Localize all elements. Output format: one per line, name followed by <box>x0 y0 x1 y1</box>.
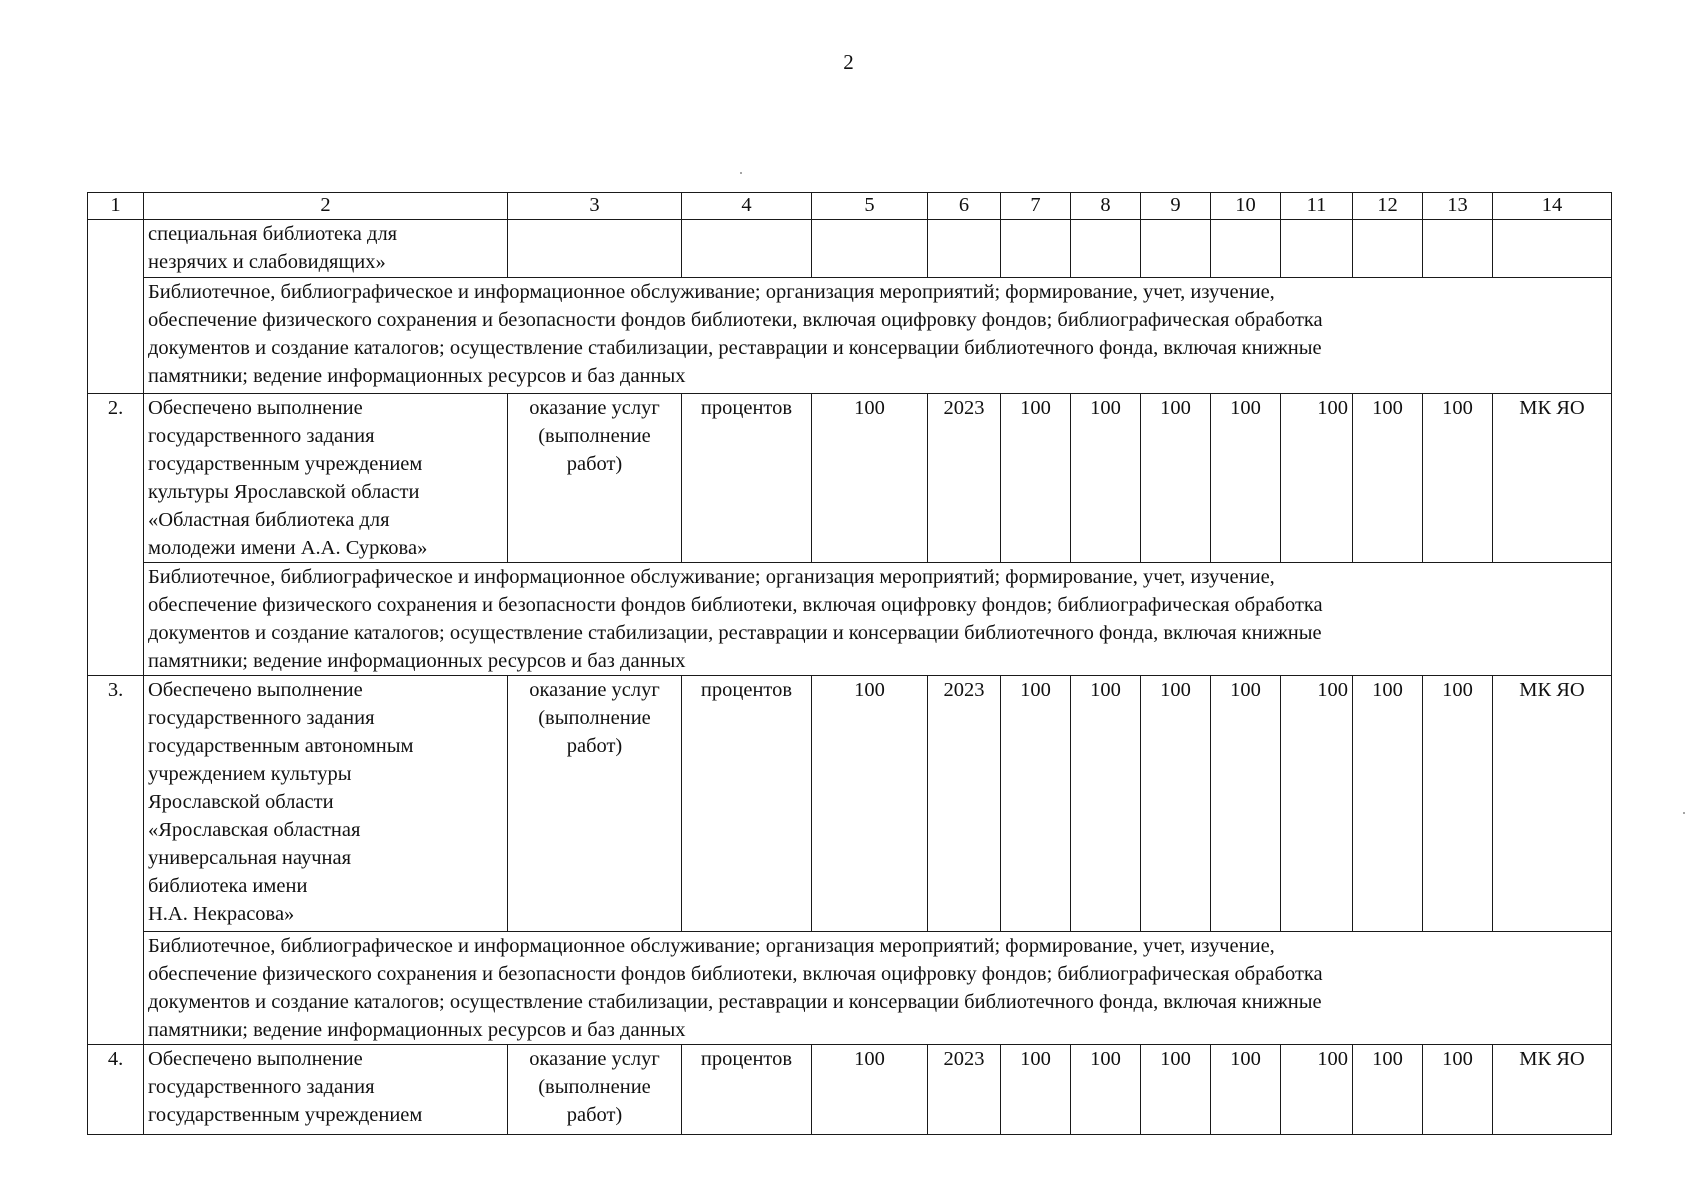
desc-line: Библиотечное, библиографическое и информационное обслуживание; организация мероприятий; формирование, учет, изучение, <box>148 935 1275 957</box>
header-cell: 4 <box>682 193 812 220</box>
target-value: 100 <box>1423 1045 1493 1135</box>
empty-cell <box>1281 220 1353 278</box>
table-row <box>88 394 1612 563</box>
name-line: государственным учреждением <box>148 453 423 475</box>
name-line: незрячих и слабовидящих» <box>148 251 386 273</box>
responsible: МК ЯО <box>1493 394 1612 563</box>
description-row <box>88 563 1612 676</box>
item-name <box>144 394 508 563</box>
header-cell: 14 <box>1493 193 1612 220</box>
desc-line: обеспечение физического сохранения и безопасности фондов библиотеки, включая оцифровку фондов; библиографическая обработка <box>148 309 1323 331</box>
base-value: 100 <box>812 394 928 563</box>
header-cell: 9 <box>1141 193 1211 220</box>
name-line: Н.А. Некрасова» <box>148 903 295 925</box>
row-number <box>88 220 144 394</box>
target-value: 100 <box>1141 1045 1211 1135</box>
indicator-type <box>508 394 682 563</box>
base-year: 2023 <box>928 676 1001 932</box>
type-line: оказание услуг <box>529 397 660 419</box>
header-cell: 2 <box>144 193 508 220</box>
header-cell: 6 <box>928 193 1001 220</box>
table-row <box>88 220 1612 278</box>
target-value: 100 <box>1001 394 1071 563</box>
row-number: 4. <box>88 1045 144 1135</box>
base-value: 100 <box>812 1045 928 1135</box>
desc-line: документов и создание каталогов; осуществление стабилизации, реставрации и консервации библиотечного фонда, включая книжные <box>148 991 1322 1013</box>
row-number: 3. <box>88 676 144 1045</box>
target-value: 100 <box>1141 394 1211 563</box>
empty-cell <box>1001 220 1071 278</box>
targets-table <box>87 192 1612 1135</box>
responsible: МК ЯО <box>1493 1045 1612 1135</box>
name-line: учреждением культуры <box>148 763 352 785</box>
target-value: 100 <box>1001 1045 1071 1135</box>
header-cell: 13 <box>1423 193 1493 220</box>
desc-line: обеспечение физического сохранения и безопасности фондов библиотеки, включая оцифровку фондов; библиографическая обработка <box>148 963 1323 985</box>
empty-cell <box>1071 220 1141 278</box>
target-value: 100 <box>1353 1045 1423 1135</box>
type-line: работ) <box>566 1104 623 1126</box>
target-value: 100 <box>1281 1045 1353 1135</box>
type-line: (выполнение <box>538 707 651 729</box>
header-cell: 3 <box>508 193 682 220</box>
target-value: 100 <box>1423 394 1493 563</box>
base-value: 100 <box>812 676 928 932</box>
target-value: 100 <box>1353 676 1423 932</box>
desc-line: Библиотечное, библиографическое и информационное обслуживание; организация мероприятий; формирование, учет, изучение, <box>148 566 1275 588</box>
name-line: библиотека имени <box>148 875 308 897</box>
type-line: оказание услуг <box>529 1048 660 1070</box>
unit: процентов <box>682 394 812 563</box>
name-line: государственного задания <box>148 1076 375 1098</box>
name-line: «Ярославская областная <box>148 819 361 841</box>
work-description <box>144 563 1612 676</box>
desc-line: Библиотечное, библиографическое и информационное обслуживание; организация мероприятий; формирование, учет, изучение, <box>148 281 1275 303</box>
item-name <box>144 1045 508 1135</box>
name-line: специальная библиотека для <box>148 223 398 245</box>
indicator-type <box>508 1045 682 1135</box>
scan-speck <box>1683 812 1685 814</box>
description-row <box>88 278 1612 394</box>
header-cell: 11 <box>1281 193 1353 220</box>
item-name <box>144 220 508 278</box>
target-value: 100 <box>1281 676 1353 932</box>
name-line: «Областная библиотека для <box>148 509 390 531</box>
table-row <box>88 676 1612 932</box>
name-line: государственного задания <box>148 707 375 729</box>
target-value: 100 <box>1001 676 1071 932</box>
target-value: 100 <box>1071 1045 1141 1135</box>
work-description <box>144 278 1612 394</box>
empty-cell <box>1423 220 1493 278</box>
empty-cell <box>928 220 1001 278</box>
desc-line: памятники; ведение информационных ресурсов и баз данных <box>148 650 686 672</box>
name-line: культуры Ярославской области <box>148 481 420 503</box>
scan-speck <box>740 172 742 174</box>
header-row <box>88 193 1612 220</box>
header-cell: 1 <box>88 193 144 220</box>
page-number: 2 <box>843 50 854 74</box>
work-description <box>144 932 1612 1045</box>
desc-line: обеспечение физического сохранения и безопасности фондов библиотеки, включая оцифровку фондов; библиографическая обработка <box>148 594 1323 616</box>
header-cell: 7 <box>1001 193 1071 220</box>
target-value: 100 <box>1353 394 1423 563</box>
header-cell: 8 <box>1071 193 1141 220</box>
name-line: Обеспечено выполнение <box>148 397 363 419</box>
header-cell: 10 <box>1211 193 1281 220</box>
empty-cell <box>682 220 812 278</box>
base-year: 2023 <box>928 394 1001 563</box>
name-line: Ярославской области <box>148 791 334 813</box>
name-line: государственного задания <box>148 425 375 447</box>
target-value: 100 <box>1281 394 1353 563</box>
table-row <box>88 1045 1612 1135</box>
empty-cell <box>1493 220 1612 278</box>
name-line: государственным учреждением <box>148 1104 423 1126</box>
desc-line: документов и создание каталогов; осуществление стабилизации, реставрации и консервации библиотечного фонда, включая книжные <box>148 622 1322 644</box>
base-year: 2023 <box>928 1045 1001 1135</box>
type-line: (выполнение <box>538 1076 651 1098</box>
desc-line: памятники; ведение информационных ресурсов и баз данных <box>148 1019 686 1041</box>
target-value: 100 <box>1071 394 1141 563</box>
target-value: 100 <box>1423 676 1493 932</box>
target-value: 100 <box>1211 394 1281 563</box>
desc-line: памятники; ведение информационных ресурсов и баз данных <box>148 365 686 387</box>
desc-line: документов и создание каталогов; осуществление стабилизации, реставрации и консервации библиотечного фонда, включая книжные <box>148 337 1322 359</box>
empty-cell <box>1141 220 1211 278</box>
empty-cell <box>1353 220 1423 278</box>
name-line: государственным автономным <box>148 735 414 757</box>
name-line: Обеспечено выполнение <box>148 1048 363 1070</box>
type-line: оказание услуг <box>529 679 660 701</box>
target-value: 100 <box>1211 1045 1281 1135</box>
header-cell: 5 <box>812 193 928 220</box>
target-value: 100 <box>1141 676 1211 932</box>
type-line: (выполнение <box>538 425 651 447</box>
responsible: МК ЯО <box>1493 676 1612 932</box>
target-value: 100 <box>1211 676 1281 932</box>
indicator-type <box>508 676 682 932</box>
empty-cell <box>1211 220 1281 278</box>
row-number: 2. <box>88 394 144 676</box>
header-cell: 12 <box>1353 193 1423 220</box>
type-line: работ) <box>566 735 623 757</box>
unit: процентов <box>682 676 812 932</box>
name-line: молодежи имени А.А. Суркова» <box>148 537 428 559</box>
description-row <box>88 932 1612 1045</box>
name-line: универсальная научная <box>148 847 352 869</box>
type-line: работ) <box>566 453 623 475</box>
empty-cell <box>508 220 682 278</box>
name-line: Обеспечено выполнение <box>148 679 363 701</box>
target-value: 100 <box>1071 676 1141 932</box>
unit: процентов <box>682 1045 812 1135</box>
empty-cell <box>812 220 928 278</box>
item-name <box>144 676 508 932</box>
